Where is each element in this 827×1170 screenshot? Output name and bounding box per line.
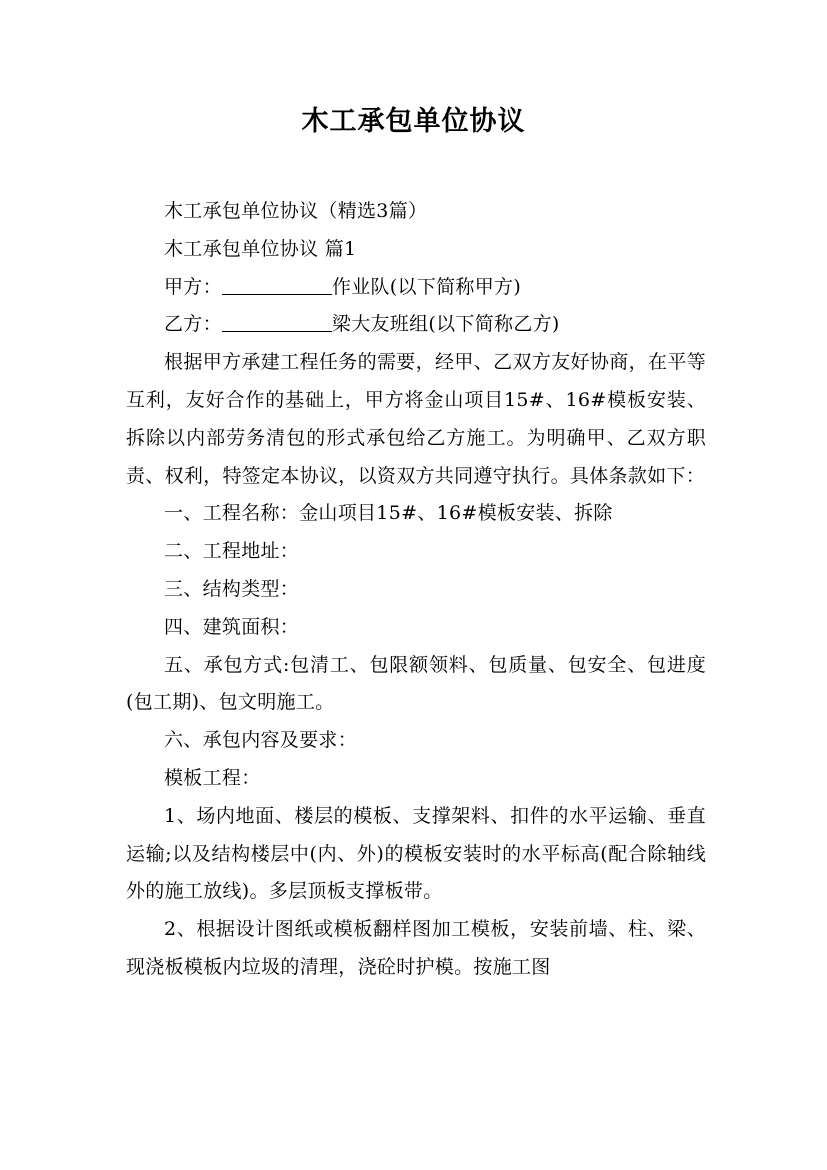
document-body — [126, 193, 706, 987]
paragraph-formwork-heading: 模板工程： — [164, 766, 261, 789]
party-b-blank-line — [222, 312, 332, 332]
party-a-label: 甲方： — [164, 275, 222, 298]
paragraph-clause-4: 四、建筑面积： — [164, 615, 300, 638]
party-a-description: 作业队(以下简称甲方) — [331, 275, 522, 298]
paragraph-clause-2: 二、工程地址： — [164, 540, 300, 563]
paragraph-party-a — [126, 269, 706, 307]
paragraph-subtitle: 木工承包单位协议（精选3篇） — [164, 200, 428, 222]
paragraph-clause-5: 五、承包方式:包清工、包限额领料、包质量、包安全、包进度(包工期)、包文明施工。 — [126, 653, 706, 714]
paragraph-party-b — [126, 306, 706, 344]
party-b-label: 乙方： — [164, 313, 222, 336]
paragraph-clause-3: 三、结构类型： — [164, 577, 300, 600]
document-title: 木工承包单位协议 — [301, 106, 526, 137]
paragraph-clause-6: 六、承包内容及要求： — [164, 729, 358, 752]
paragraph-part-heading: 木工承包单位协议 篇1 — [164, 237, 357, 260]
paragraph-item-1: 1、场内地面、楼层的模板、支撑架料、扣件的水平运输、垂直运输;以及结构楼层中(内、外)的模板安装时的水平标高(配合除轴线外的施工放线)。多层顶板支撑板带。 — [126, 804, 706, 903]
paragraph-preamble: 根据甲方承建工程任务的需要，经甲、乙双方友好协商，在平等互利，友好合作的基础上，甲方将金山项目15#、16#模板安装、拆除以内部劳务清包的形式承包给乙方施工。为明确甲、乙双方职责、权利，特签定本协议，以资双方共同遵守执行。具体条款如下： — [126, 351, 706, 487]
party-a-blank-line — [222, 275, 332, 295]
paragraph-item-2: 2、根据设计图纸或模板翻样图加工模板，安装前墙、柱、梁、现浇板模板内垃圾的清理，浇砼时护模。按施工图 — [126, 918, 706, 978]
party-b-description: 梁大友班组(以下简称乙方) — [331, 313, 560, 336]
paragraph-clause-1: 一、工程名称：金山项目15#、16#模板安装、拆除 — [164, 502, 613, 525]
